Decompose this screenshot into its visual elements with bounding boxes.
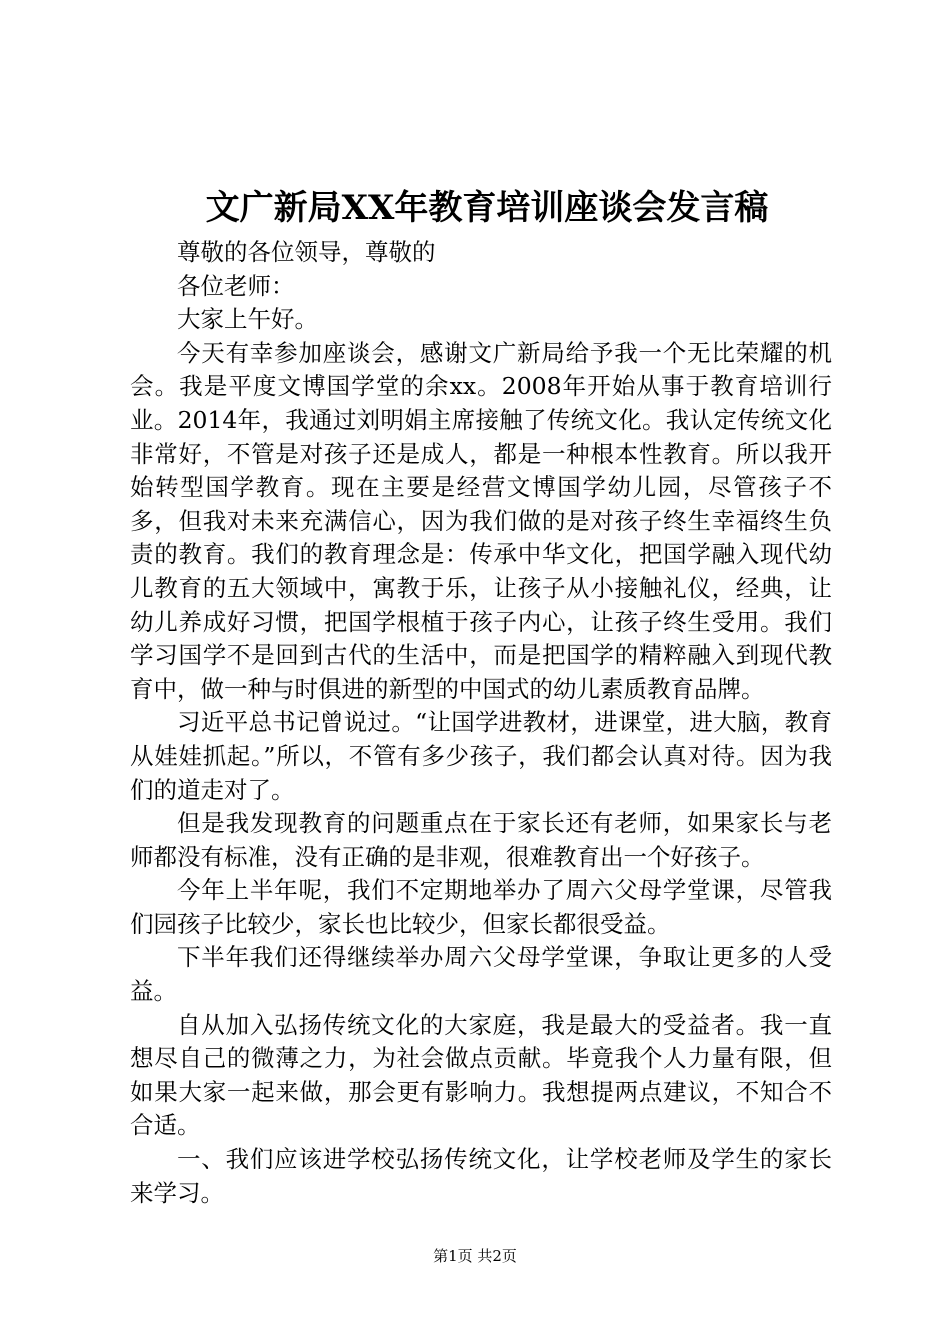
body-paragraph: 今天有幸参加座谈会，感谢文广新局给予我一个无比荣耀的机会。我是平度文博国学堂的余xx。2008年开始从事于教育培训行业。2014年，我通过刘明娟主席接触了传统文化。我认定传统文化非常好，不管是对孩子还是成人，都是一种根本性教育。所以我开始转型国学教育。现在主要是经营文博国学幼儿园，尽管孩子不多，但我对未来充满信心，因为我们做的是对孩子终生幸福终生负责的教育。我们的教育理念是：传承中华文化，把国学融入现代幼儿教育的五大领域中，寓教于乐，让孩子从小接触礼仪，经典，让幼儿养成好习惯，把国学根植于孩子内心，让孩子终生受用。我们学习国学不是回到古代的生活中，而是把国学的精粹融入到现代教育中，做一种与时俱进的新型的中国式的幼儿素质教育品牌。 bbox=[130, 338, 832, 703]
salutation-line-2: 各位老师： bbox=[177, 271, 295, 300]
body-paragraph: 一、我们应该进学校弘扬传统文化，让学校老师及学生的家长来学习。 bbox=[130, 1145, 832, 1207]
salutation-line-1: 尊敬的各位领导，尊敬的 bbox=[177, 238, 436, 266]
body-paragraph: 今年上半年呢，我们不定期地举办了周六父母学堂课，尽管我们园孩子比较少，家长也比较少，但家长都很受益。 bbox=[130, 876, 832, 938]
document-title: 文广新局XX年教育培训座谈会发言稿 bbox=[205, 188, 769, 228]
body-paragraph: 下半年我们还得继续举办周六父母学堂课，争取让更多的人受益。 bbox=[130, 943, 832, 1006]
document-page bbox=[130, 180, 832, 1210]
body-paragraph: 但是我发现教育的问题重点在于家长还有老师，如果家长与老师都没有标准，没有正确的是非观，很难教育出一个好孩子。 bbox=[130, 809, 832, 871]
body-paragraph: 习近平总书记曾说过。“让国学进教材，进课堂，进大脑，教育从娃娃抓起。”所以，不管有多少孩子，我们都会认真对待。因为我们的道走对了。 bbox=[130, 708, 832, 804]
greeting: 大家上午好。 bbox=[177, 305, 318, 334]
body-paragraph: 自从加入弘扬传统文化的大家庭，我是最大的受益者。我一直想尽自己的微薄之力，为社会做点贡献。毕竟我个人力量有限，但如果大家一起来做，那会更有影响力。我想提两点建议，不知合不合适。 bbox=[130, 1010, 832, 1140]
page-footer: 第1页 共2页 bbox=[433, 1247, 517, 1265]
